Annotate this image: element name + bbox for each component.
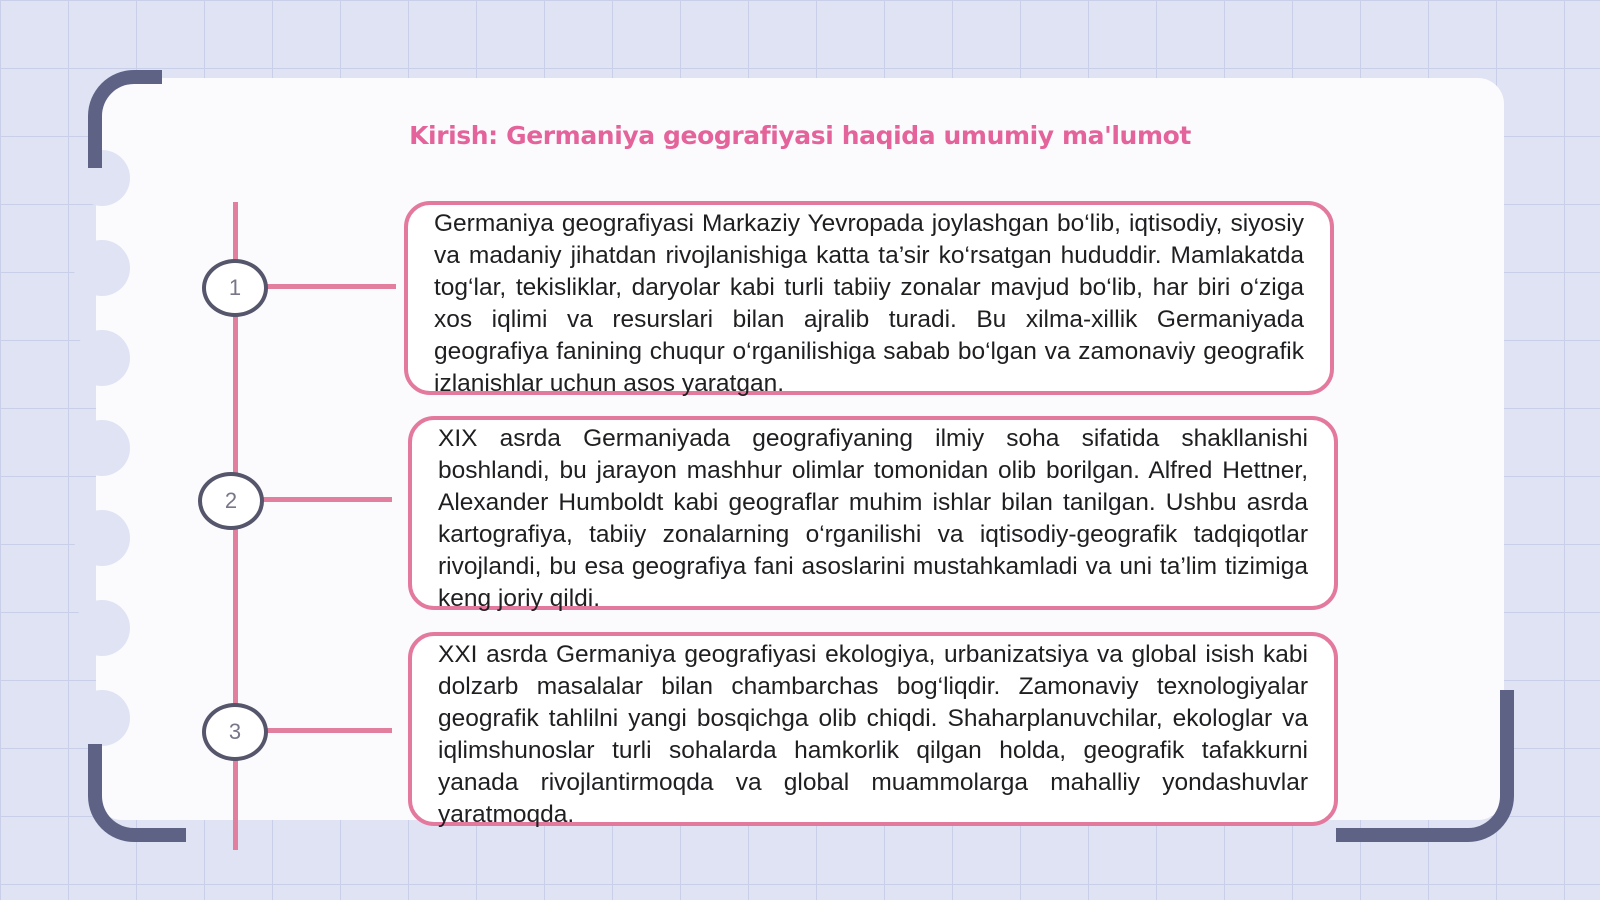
timeline-step-3-box xyxy=(408,632,1338,826)
timeline-connector-2 xyxy=(262,497,392,502)
timeline-step-3-marker: 3 xyxy=(202,703,268,761)
card-edge-scallop xyxy=(74,600,130,656)
slide-title: Kirish: Germaniya geografiyasi haqida umumiy ma'lumot xyxy=(409,121,1191,150)
card-edge-scallop xyxy=(74,420,130,476)
timeline-connector-3 xyxy=(266,728,392,733)
corner-bracket-bottom-right xyxy=(1336,690,1514,842)
timeline-step-1-text: Germaniya geografiyasi Markaziy Yevropada joylashgan bo‘lib, iqtisodiy, siyosiy va madaniy jihatdan rivojlanishiga katta ta’sir ko‘rsatgan hududdir. Mamlakatda tog‘lar, tekisliklar, daryolar kabi turli tabiiy zonalar mavjud bo‘lib, har biri o‘ziga xos iqlimi va resurslari bilan ajralib turadi. Bu xilma-xillik Germaniyada geografiya fanining chuqur o‘rganilishiga sabab bo‘lgan va zamonaviy geografik izlanishlar uchun asos yaratgan. xyxy=(434,210,1304,397)
timeline-step-2-text: XIX asrda Germaniyada geografiyaning ilmiy soha sifatida shakllanishi boshlandi, bu jarayon mashhur olimlar tomonidan olib borilgan. Alfred Hettner, Alexander Humboldt kabi geograflar muhim ishlar bilan tanilgan. Ushbu asrda kartografiya, tabiiy zonalarning o‘rganilishi va iqtisodiy-geografik tadqiqotlar rivojlandi, bu esa geografiya fani asoslarini mustahkamladi va uni ta’lim tizimiga keng joriy qildi. xyxy=(438,425,1308,612)
timeline-connector-1 xyxy=(266,284,396,289)
corner-bracket-top-left xyxy=(88,70,162,168)
card-edge-scallop xyxy=(74,330,130,386)
timeline-step-1-marker: 1 xyxy=(202,259,268,317)
timeline-step-1-box xyxy=(404,201,1334,395)
card-edge-scallop xyxy=(74,690,130,746)
card-edge-scallop xyxy=(74,510,130,566)
corner-bracket-bottom-left xyxy=(88,744,186,842)
timeline-step-3-text: XXI asrda Germaniya geografiyasi ekologiya, urbanizatsiya va global isish kabi dolzarb masalalar bilan chambarchas bog‘liqdir. Zamonaviy texnologiyalar geografik tahlilni yangi bosqichga olib chiqdi. Shaharplanuvchilar, ekologlar va iqlimshunoslar turli sohalarda hamkorlik qilgan holda, geografik tafakkurni yanada rivojlantirmoqda va global muammolarga mahalliy yondashuvlar yaratmoqda. xyxy=(438,641,1308,828)
card-edge-scallop xyxy=(74,240,130,296)
timeline-step-2-marker: 2 xyxy=(198,472,264,530)
timeline-step-2-box xyxy=(408,416,1338,610)
